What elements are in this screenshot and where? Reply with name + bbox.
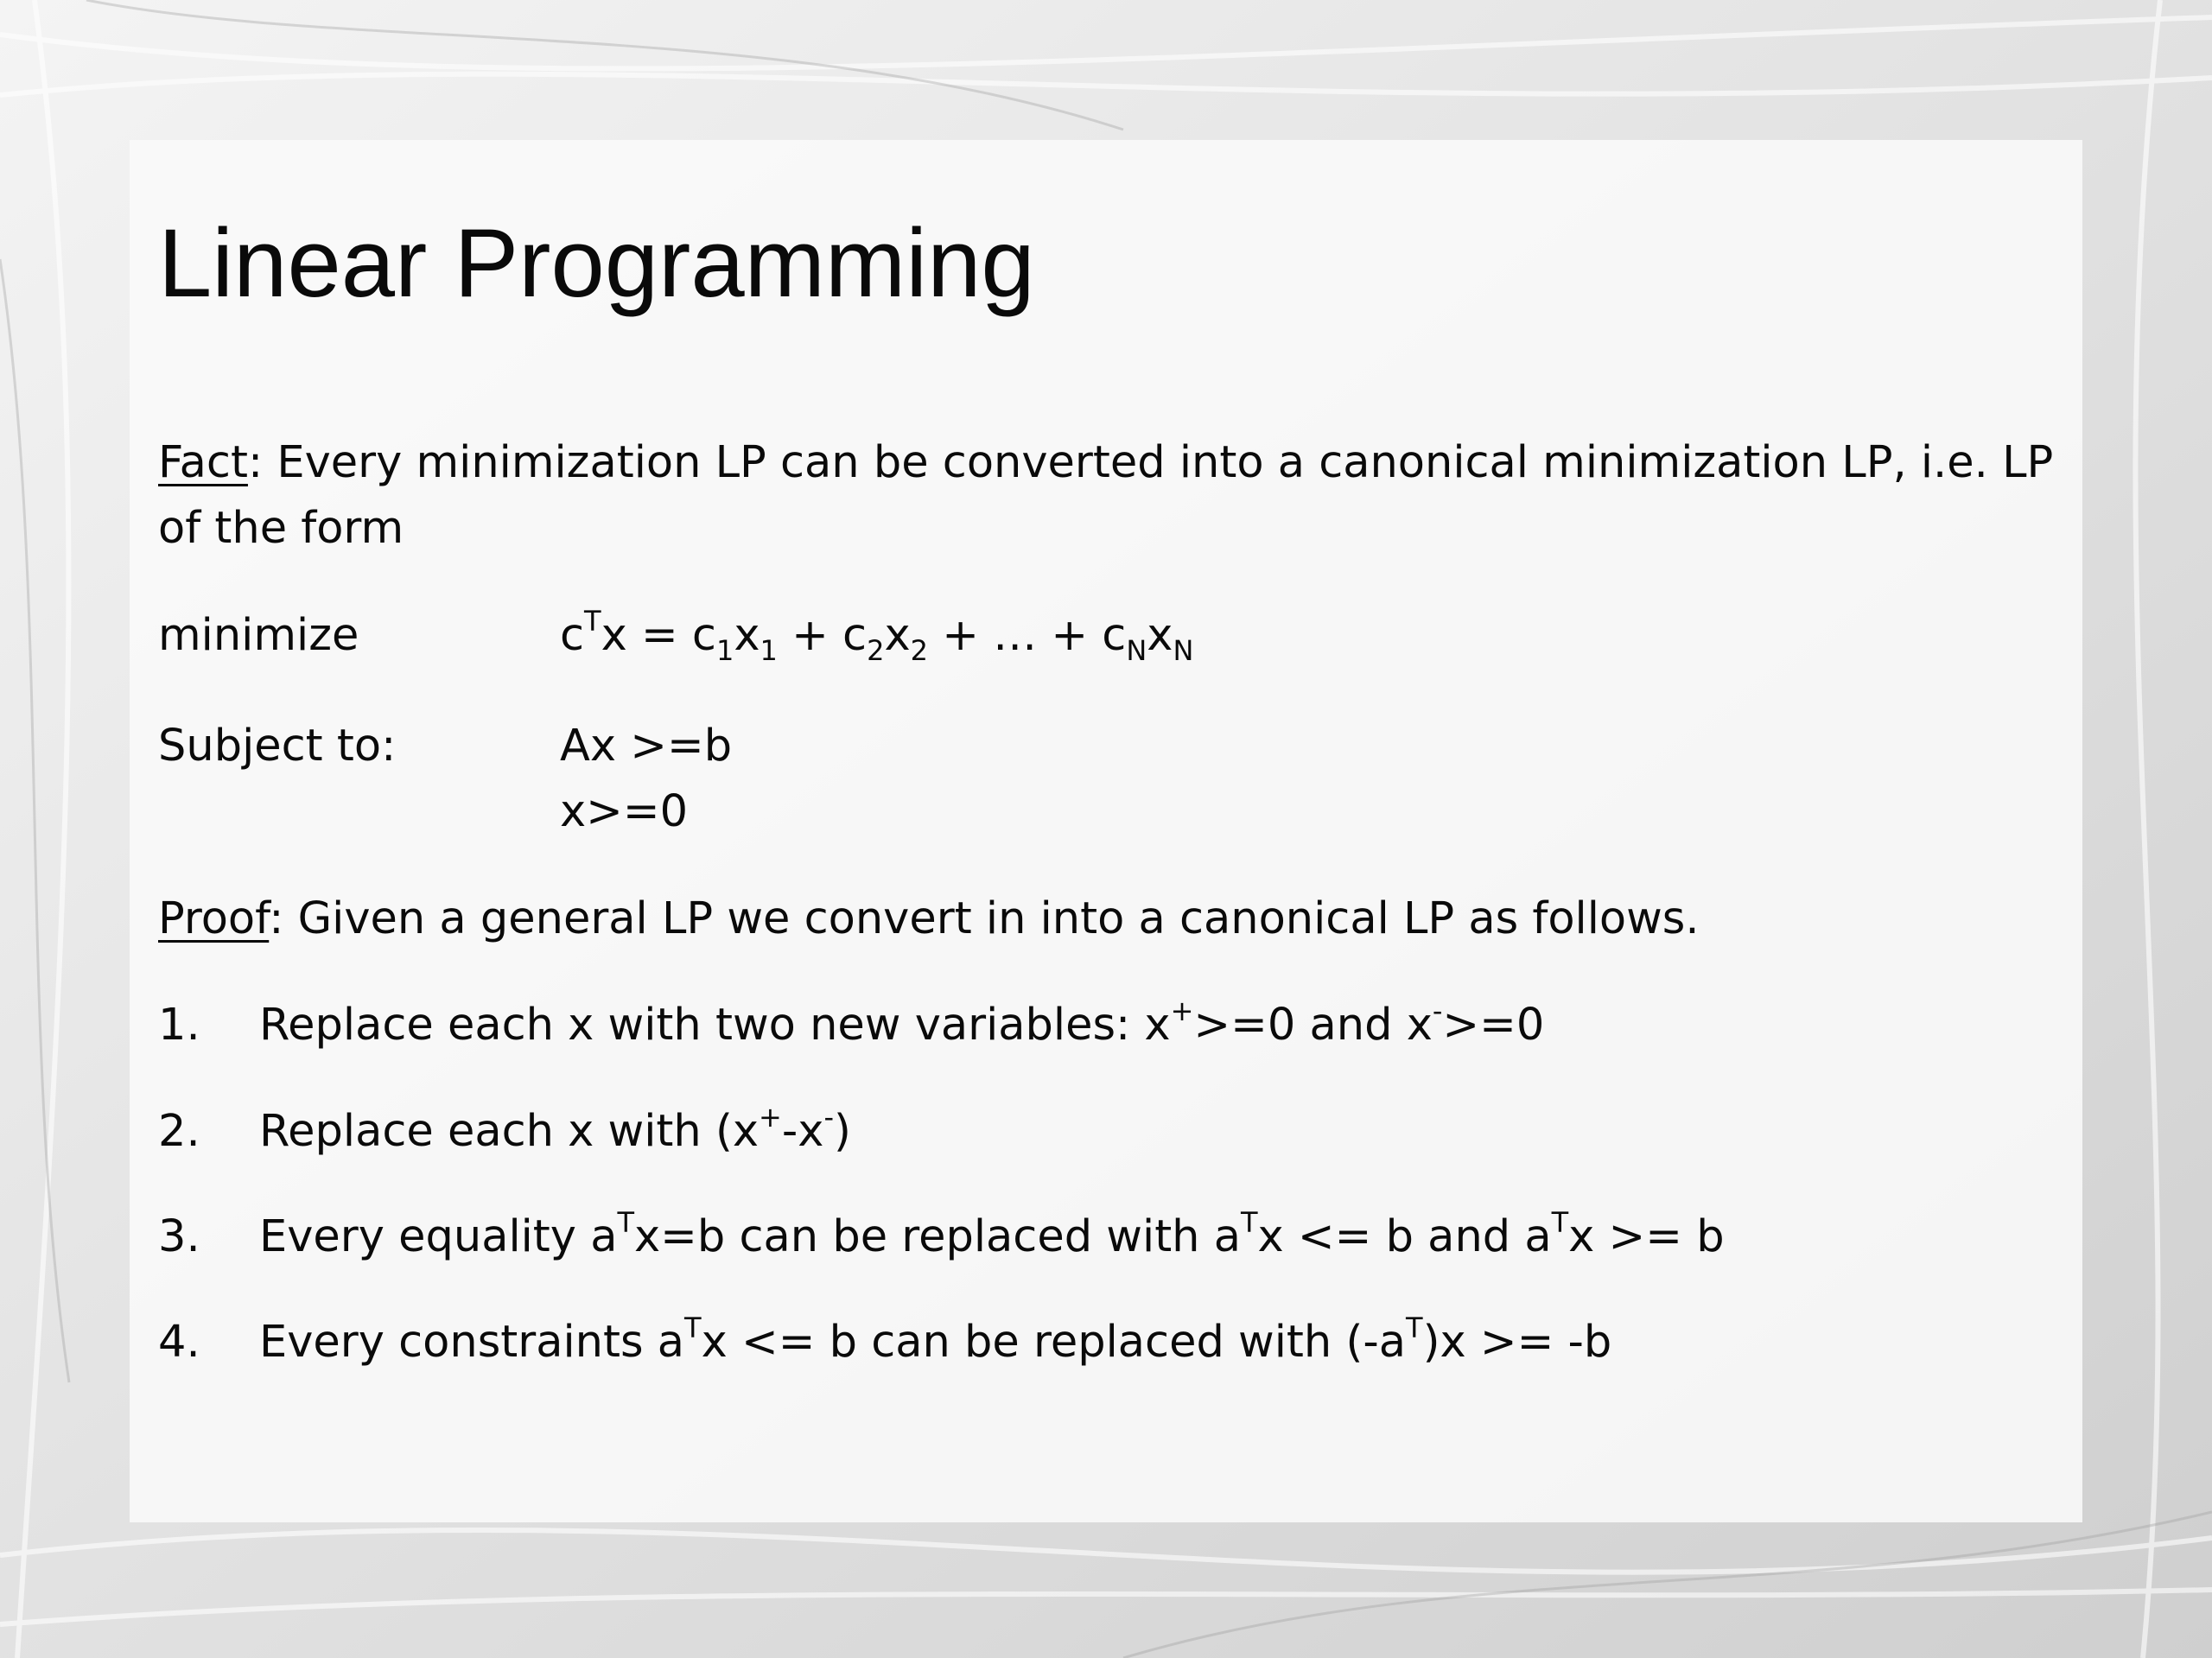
proof-label: Proof (158, 893, 270, 944)
objective-function: $c^Tx = c_1x_1 + c_2x_2$ + … + $c_Nx_N$ (560, 605, 1194, 667)
slide-title: Linear Programming (158, 209, 1035, 317)
proof-text: : Given a general LP we convert in into a canonical LP as follows. (269, 893, 1700, 944)
fact-text: : Every minimization LP can be converted into a canonical minimization LP, i.e. LP (247, 437, 2054, 488)
list-number: 2. (158, 1106, 200, 1157)
list-text: Replace each x with (x+-x-) (259, 1101, 851, 1157)
list-number: 4. (158, 1317, 200, 1368)
list-number: 3. (158, 1211, 200, 1262)
subject-label: Subject to: (158, 721, 397, 772)
subject-row (158, 721, 733, 772)
minimize-row (158, 605, 1194, 667)
minimize-label: minimize (158, 610, 359, 661)
list-text: Every constraints $a^Tx <= b$ can be replaced with $(-a^T)x >= -b$ (259, 1312, 1612, 1368)
fact-line (158, 437, 2053, 489)
list-number: 1. (158, 1000, 200, 1051)
proof-line (158, 893, 1700, 945)
list-text: Replace each x with two new variables: x+>=0 and x->=0 (259, 994, 1545, 1051)
list-text: Every equality $a^Tx=b$ can be replaced with $a^Tx <= b$ and $a^Tx >= b$ (259, 1206, 1725, 1262)
constraint-ax: Ax >=b (560, 721, 733, 772)
fact-label: Fact (158, 437, 248, 488)
constraint-nonneg: x>=0 (560, 786, 689, 837)
fact-continuation: of the form (158, 503, 404, 554)
content-panel (130, 140, 2082, 1522)
